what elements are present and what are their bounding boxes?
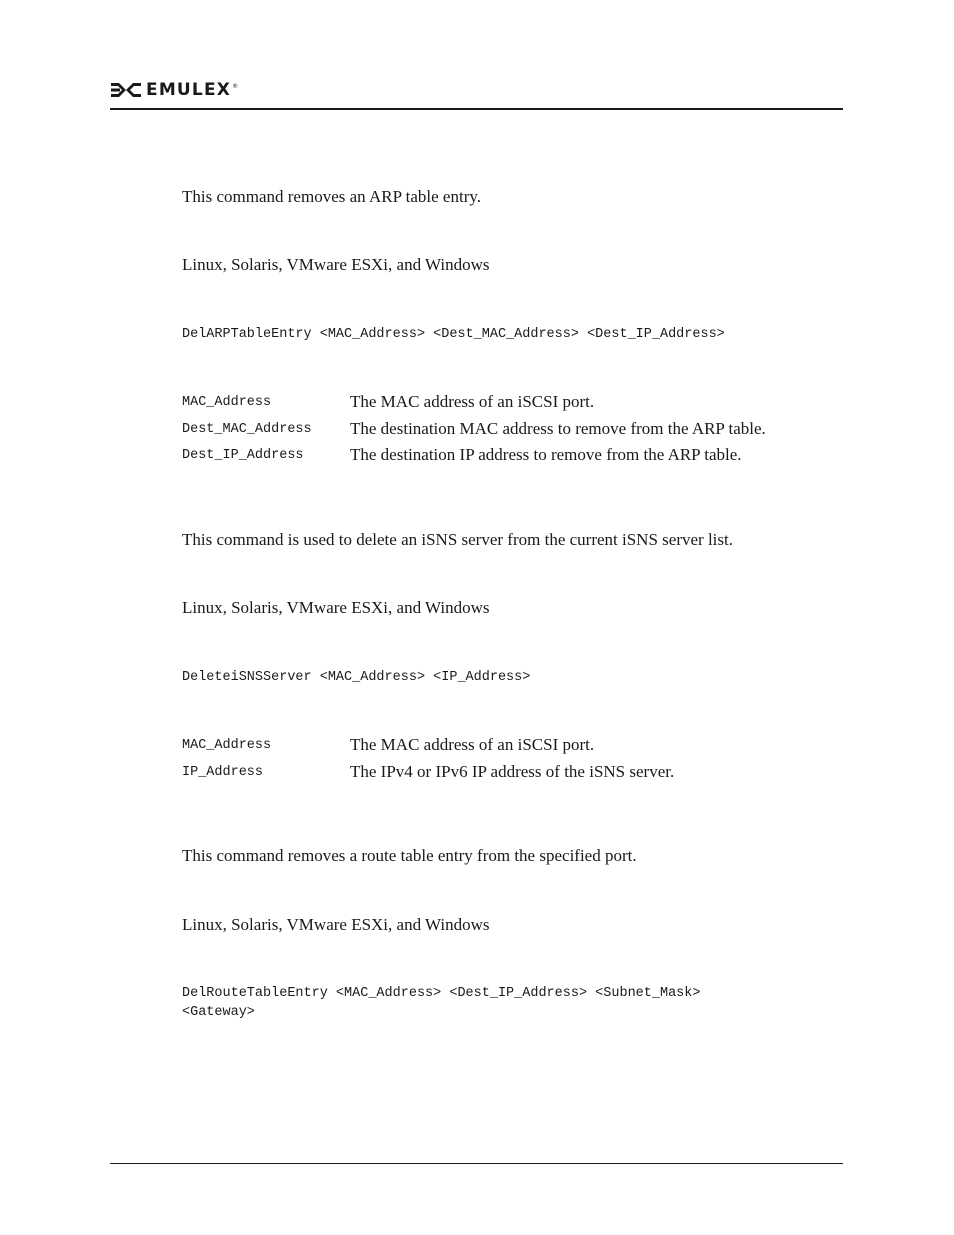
parameter-name: MAC_Address [182, 738, 272, 753]
command-syntax: DelARPTableEntry <MAC_Address> <Dest_MAC_Address> <Dest_IP_Address> [182, 327, 725, 342]
trademark-symbol: ® [232, 82, 239, 90]
supported-platforms: Linux, Solaris, VMware ESXi, and Windows [182, 598, 490, 617]
parameter-description: The IPv4 or IPv6 IP address of the iSNS server. [350, 762, 675, 781]
parameter-name: Dest_MAC_Address [182, 422, 312, 437]
command-syntax: DeleteiSNSServer <MAC_Address> <IP_Address> [182, 670, 531, 685]
command-syntax-line-2: <Gateway> [182, 1005, 255, 1020]
supported-platforms: Linux, Solaris, VMware ESXi, and Windows [182, 255, 490, 274]
header-rule [110, 108, 843, 110]
parameter-description: The MAC address of an iSCSI port. [350, 735, 595, 754]
section-description: This command removes a route table entry from the specified port. [182, 846, 637, 865]
parameter-name: IP_Address [182, 765, 264, 780]
emulex-logo [110, 80, 238, 100]
command-syntax-line-1: DelRouteTableEntry <MAC_Address> <Dest_IP_Address> <Subnet_Mask> [182, 986, 701, 1001]
emulex-logo-icon [110, 81, 142, 99]
parameter-description: The destination MAC address to remove from the ARP table. [350, 419, 766, 438]
parameter-description: The MAC address of an iSCSI port. [350, 392, 595, 411]
parameter-name: MAC_Address [182, 395, 272, 410]
supported-platforms: Linux, Solaris, VMware ESXi, and Windows [182, 915, 490, 934]
brand-name: EMULEX [146, 80, 232, 100]
section-description: This command removes an ARP table entry. [182, 187, 482, 206]
footer-rule [110, 1163, 843, 1164]
parameter-name: Dest_IP_Address [182, 448, 304, 463]
parameter-description: The destination IP address to remove from the ARP table. [350, 445, 742, 464]
section-description: This command is used to delete an iSNS server from the current iSNS server list. [182, 530, 733, 549]
